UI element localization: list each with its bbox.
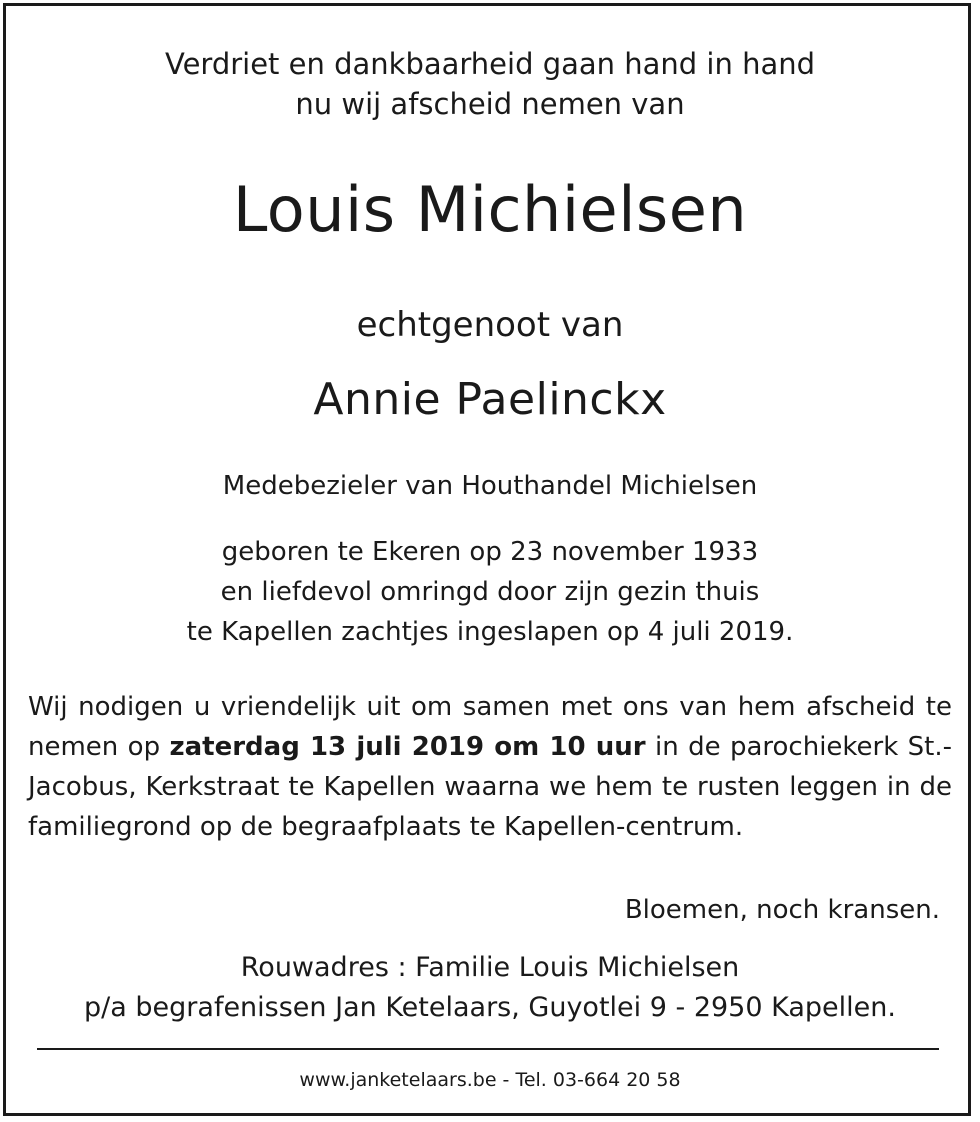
spouse-name: Annie Paelinckx [313, 374, 667, 425]
occupation-text: Medebezieler van Houthandel Michielsen [222, 471, 758, 501]
invitation-text-after: in de parochiekerk St.-Jacobus, Kerkstraat te Kapellen waarna we hem te rusten leggen in de familiegrond op de begraafplaats te Kapellen-centrum. [28, 732, 953, 842]
deceased-name: Louis Michielsen [232, 173, 748, 246]
intro-text [0, 44, 980, 124]
birth-info [0, 532, 980, 652]
mourning-address [0, 948, 980, 1028]
invitation-text-before: Wij nodigen u vriendelijk uit om samen met ons van hem afscheid te nemen op [28, 692, 952, 762]
invitation-date-time: zaterdag 13 juli 2019 om 10 uur [169, 732, 646, 762]
flowers-note: Bloemen, noch kransen. [624, 895, 940, 925]
intro-line-1: Verdriet en dankbaarheid gaan hand in hand [164, 47, 816, 81]
intro-line-2: nu wij afscheid nemen van [295, 87, 685, 121]
footer-contact: www.janketelaars.be - Tel. 03-664 20 58 [299, 1069, 681, 1091]
invitation-paragraph [28, 687, 952, 847]
spouse-label: echtgenoot van [356, 305, 624, 345]
birth-line-2: en liefdevol omringd door zijn gezin thuis [220, 577, 760, 607]
divider-line [37, 1048, 939, 1050]
address-line-2: p/a begrafenissen Jan Ketelaars, Guyotlei 9 - 2950 Kapellen. [84, 992, 896, 1023]
birth-line-1: geboren te Ekeren op 23 november 1933 [221, 537, 759, 567]
birth-line-3: te Kapellen zachtjes ingeslapen op 4 juli 2019. [186, 617, 794, 647]
address-line-1: Rouwadres : Familie Louis Michielsen [240, 952, 740, 983]
